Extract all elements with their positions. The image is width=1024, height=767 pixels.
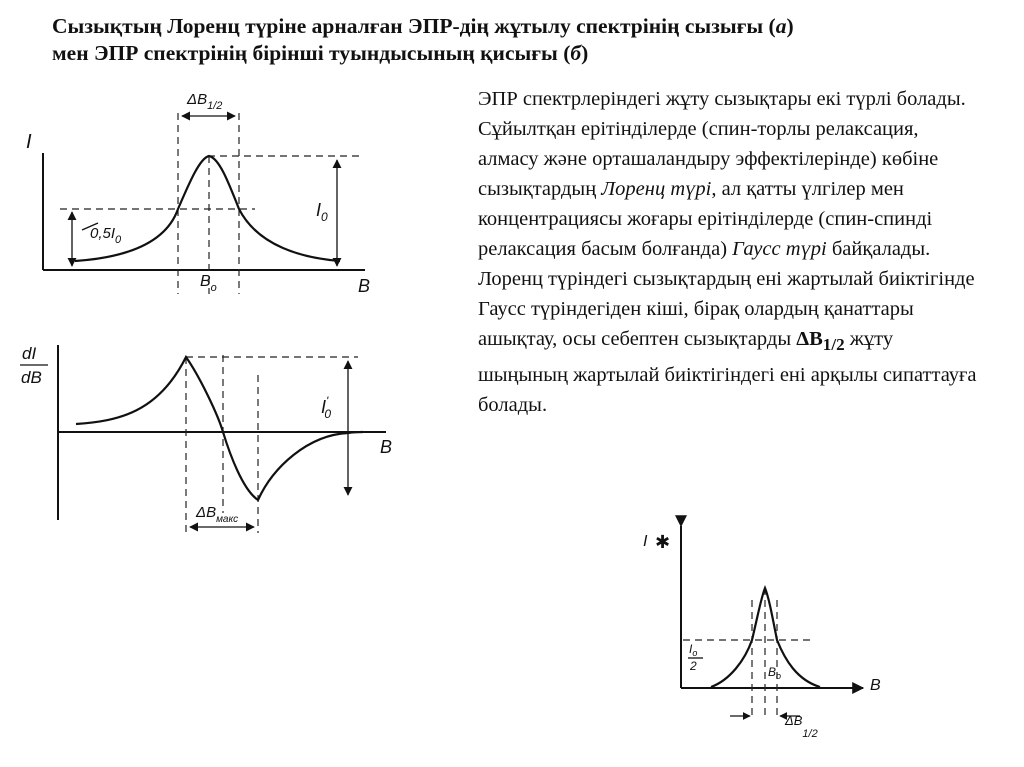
title-line-1: Сызықтың Лоренц түріне арналған ЭПР-дің жұтылу спектрінің сызығы (а) xyxy=(52,14,794,38)
derivative-curve xyxy=(76,357,363,500)
peak-to-peak-label: $\Delta B_{макс}$ xyxy=(196,504,239,525)
half-height-numerator: $I_о$ xyxy=(689,642,698,658)
width-label: $\Delta B_{1/2}$ xyxy=(785,713,818,740)
y-axis-label-denominator: dB xyxy=(21,368,42,387)
sharp-line-figure xyxy=(625,520,895,760)
delta-b-term: $\Delta B_{1/2}$ xyxy=(796,328,845,355)
amplitude-label: I' 0 xyxy=(321,394,331,421)
gauss-term: Гаусс түрі xyxy=(732,238,827,260)
half-height-denominator: 2 xyxy=(690,659,697,673)
center-field-label: $B_о$ xyxy=(200,273,217,294)
y-axis-star: ✱ xyxy=(655,532,671,552)
x-axis-label: B xyxy=(358,276,371,296)
derivative-figure xyxy=(18,335,418,550)
x-axis-label: B xyxy=(380,437,393,457)
slide-title xyxy=(52,13,982,67)
peak-height-label: $I_0$ xyxy=(316,200,328,224)
y-axis-label: I xyxy=(643,533,648,550)
y-axis-label: I xyxy=(26,131,32,153)
half-height-label: $0,5I_0$ xyxy=(90,225,122,246)
center-field-label: $B_о$ xyxy=(768,665,782,681)
y-axis-label-numerator: dI xyxy=(22,344,37,363)
half-width-label: $\Delta B_{1/2}$ xyxy=(187,91,223,112)
x-axis-label: B xyxy=(870,677,881,694)
title-line-2: мен ЭПР спектрінің бірінші туындысының қисығы (б) xyxy=(52,41,589,65)
description-paragraph: ЭПР спектрлеріндегі жұту сызықтары екі түрлі болады. Сұйылтқан ерітінділерде (спин-торлы релаксация, алмасу және орташаландыру эффектілерінде) көбіне сызықтардың Лоренц түрі, ал қатты үлгілер мен концентрациясы жоғары ерітінділерде (спин-спинді релаксация басым болғанда) Гаусс түрі байқалады. Лоренц түріндегі сызықтардың ені жартылай биіктігінде Гаусс түріндегіден кіші, бірақ олардың қанаттары ашықтау, осы себептен сызықтарды $\Delta B_{1/2}$ жұту шыңының жартылай биіктігіндегі ені арқылы сипаттауға болады. xyxy=(478,88,977,417)
lorentz-term: Лоренц түрі xyxy=(601,178,712,200)
absorption-line-figure xyxy=(20,78,420,310)
